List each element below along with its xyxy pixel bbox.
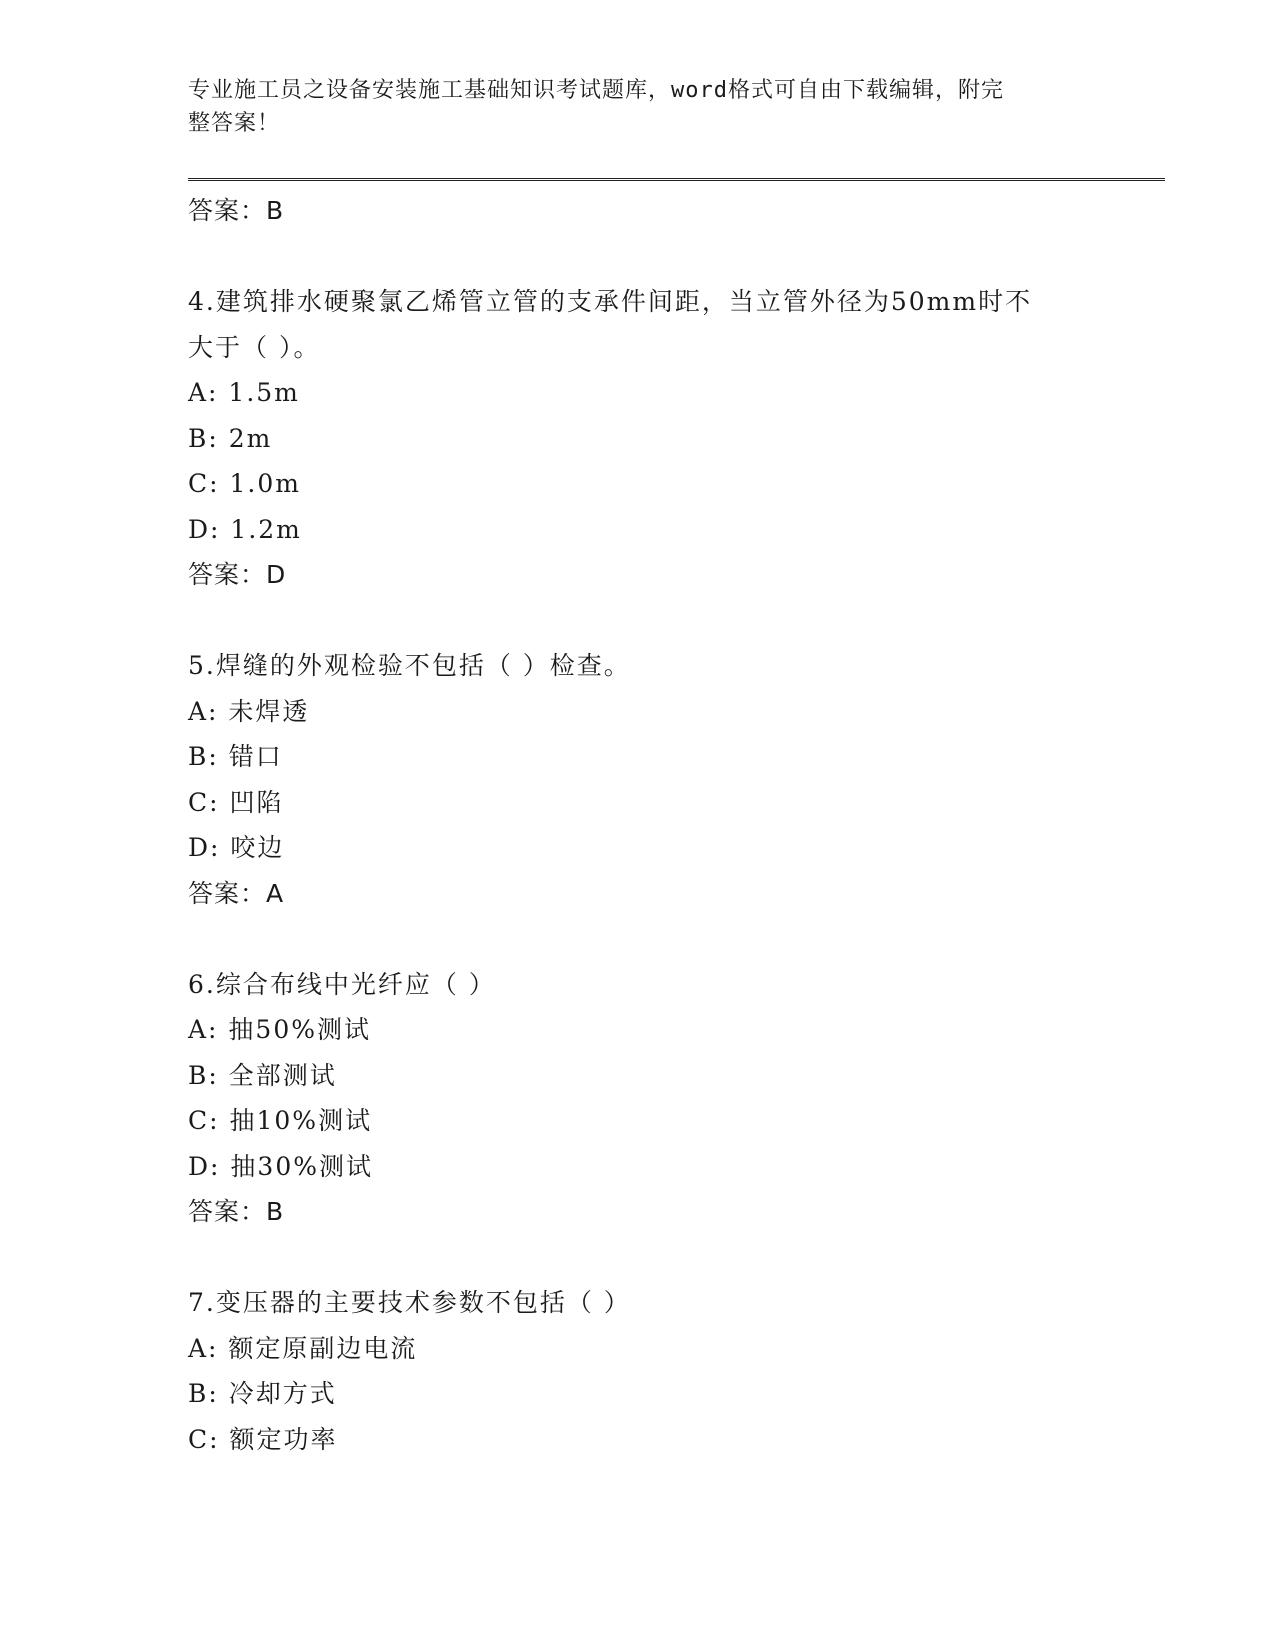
document-header <box>188 74 1068 140</box>
option-c: C: 1.0m <box>188 469 301 498</box>
header-line-1: 专业施工员之设备安装施工基础知识考试题库，word格式可自由下载编辑，附完 <box>188 78 1004 103</box>
question-6 <box>188 962 1088 1235</box>
question-7 <box>188 1280 1088 1462</box>
question-stem: 5.焊缝的外观检验不包括（ ）检查。 <box>188 651 631 680</box>
spacer <box>188 1235 1088 1281</box>
header-line-2: 整答案！ <box>188 111 281 136</box>
option-b: B: 冷却方式 <box>188 1379 337 1408</box>
spacer <box>188 234 1088 280</box>
option-b: B: 全部测试 <box>188 1060 337 1090</box>
option-a: A: 1.5m <box>188 378 300 407</box>
question-stem: 6.综合布线中光纤应（ ） <box>188 969 496 999</box>
option-b: B: 2m <box>188 423 273 453</box>
question-5 <box>188 643 1088 916</box>
question-stem: 7.变压器的主要技术参数不包括（ ） <box>188 1288 631 1317</box>
option-b: B: 错口 <box>188 742 283 771</box>
answer: 答案：D <box>188 560 287 589</box>
question-stem-continued: 大于（ ）。 <box>188 332 321 362</box>
header-divider <box>188 178 1165 181</box>
option-d: D: 1.2m <box>188 514 302 544</box>
option-a: A: 抽50%测试 <box>188 1015 371 1044</box>
option-c: C: 抽10%测试 <box>188 1106 373 1135</box>
option-d: D: 咬边 <box>188 833 285 862</box>
question-list <box>188 188 1088 1462</box>
option-a: A: 未焊透 <box>188 696 310 726</box>
option-d: D: 抽30%测试 <box>188 1151 373 1181</box>
spacer <box>188 598 1088 644</box>
option-c: C: 额定功率 <box>188 1424 338 1454</box>
answer: 答案：B <box>188 1197 285 1226</box>
option-a: A: 额定原副边电流 <box>188 1333 418 1363</box>
question-4 <box>188 279 1088 598</box>
spacer <box>188 916 1088 962</box>
answer: 答案：A <box>188 878 285 908</box>
previous-answer: 答案：B <box>188 196 285 225</box>
option-c: C: 凹陷 <box>188 787 284 817</box>
question-stem: 4.建筑排水硬聚氯乙烯管立管的支承件间距，当立管外径为50mm时不 <box>188 287 1033 316</box>
